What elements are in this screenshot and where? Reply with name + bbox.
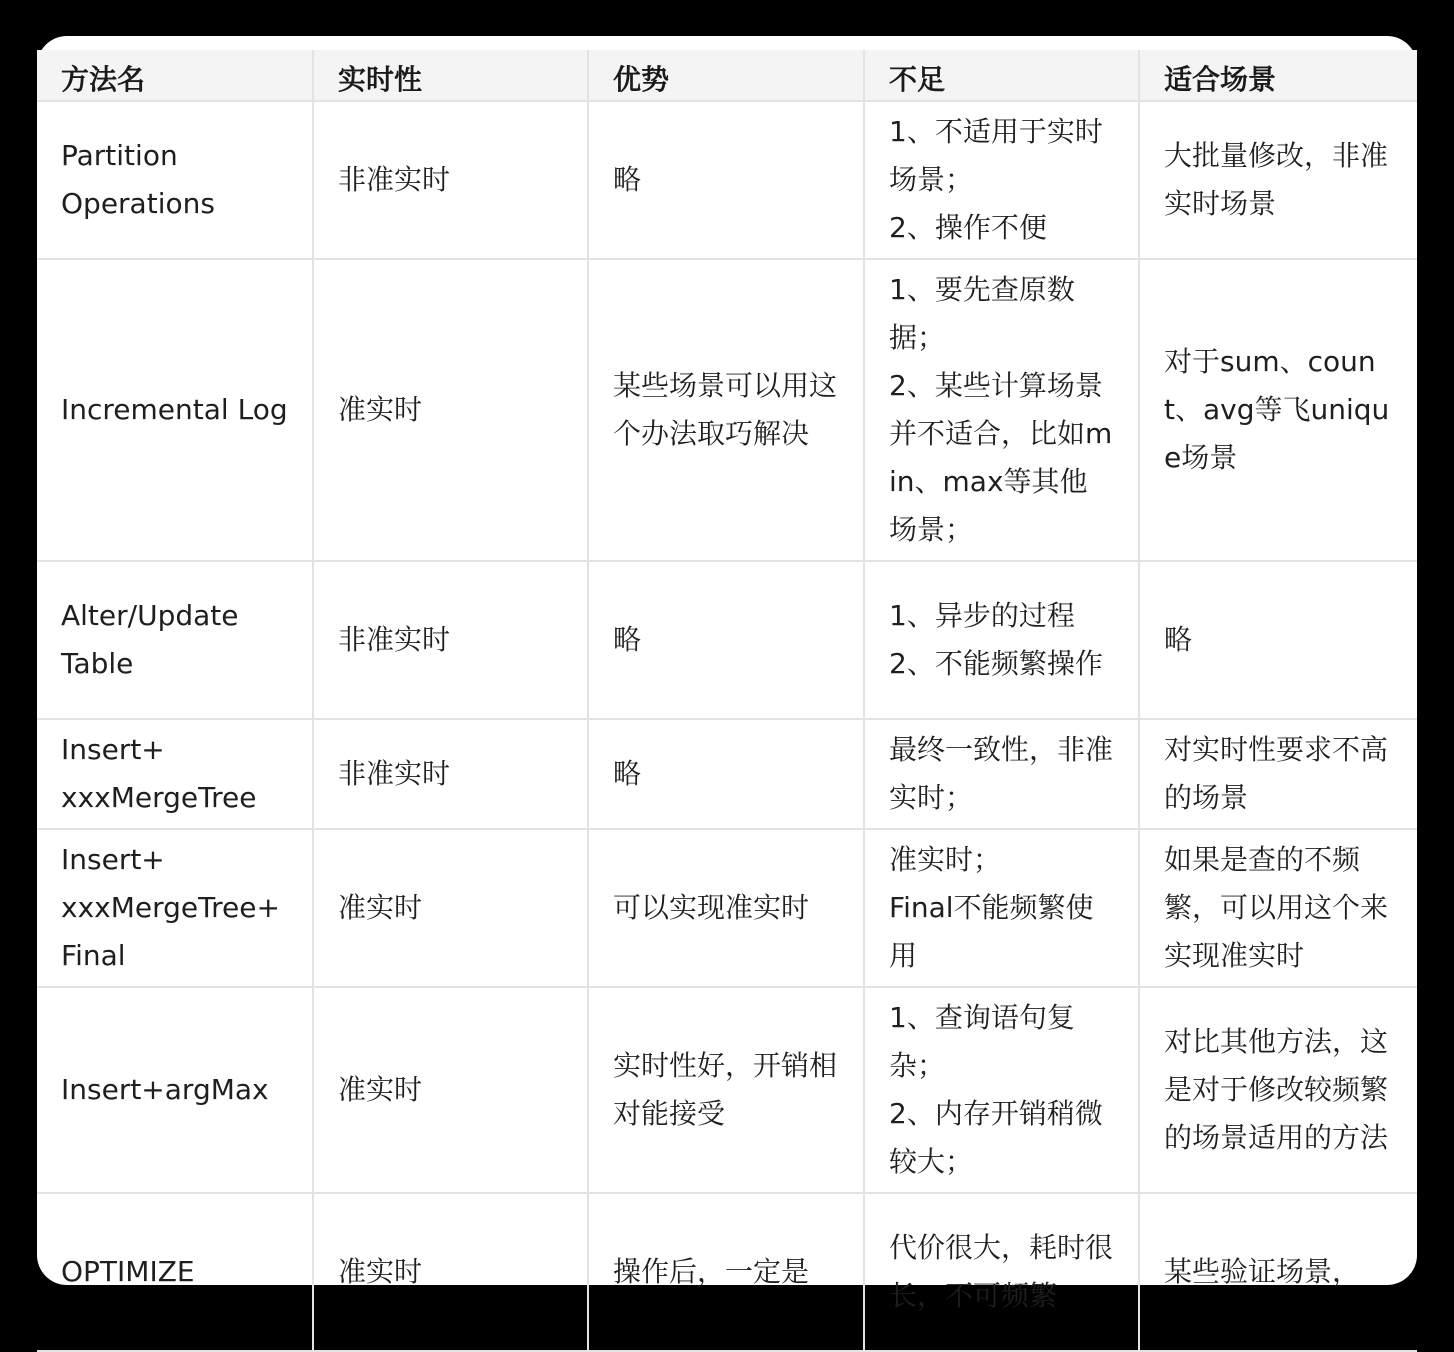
cell-text: 对于sum、count、avg等飞unique场景	[1164, 345, 1390, 474]
cell-shortcoming	[864, 829, 1139, 987]
cell-text: 1、不适用于实时场景； 2、操作不便	[889, 115, 1103, 244]
cell-shortcoming	[864, 561, 1139, 719]
cell-realtime	[313, 101, 588, 259]
header-shortcoming: 不足	[864, 50, 1139, 101]
cell-advantage	[588, 259, 864, 561]
cell-realtime	[313, 1193, 588, 1351]
cell-text: 1、要先查原数据； 2、某些计算场景并不适合，比如min、max等其他场景；	[889, 273, 1113, 546]
cell-realtime	[313, 987, 588, 1193]
header-suitable-scenario: 适合场景	[1139, 50, 1417, 101]
cell-text: 略	[613, 757, 642, 790]
cell-text: 非准实时	[338, 163, 451, 196]
cell-text: 对实时性要求不高的场景	[1164, 733, 1389, 814]
cell-suitable-scenario	[1139, 259, 1417, 561]
cell-realtime	[313, 719, 588, 829]
cell-text: 某些场景可以用这个办法取巧解决	[613, 369, 838, 450]
cell-method-name	[37, 101, 313, 259]
table-window	[37, 36, 1417, 1312]
cell-text: 对比其他方法，这是对于修改较频繁的场景适用的方法	[1164, 1025, 1389, 1154]
table-row	[37, 1193, 1417, 1351]
cell-advantage	[588, 561, 864, 719]
cell-text: 准实时； Final不能频繁使用	[889, 843, 1094, 972]
cell-method-name	[37, 829, 313, 987]
cell-shortcoming	[864, 987, 1139, 1193]
table-row	[37, 259, 1417, 561]
cell-text: 非准实时	[338, 623, 451, 656]
cell-text: 准实时	[338, 393, 423, 426]
cell-shortcoming	[864, 719, 1139, 829]
cell-method-name	[37, 987, 313, 1193]
cell-suitable-scenario	[1139, 561, 1417, 719]
cell-shortcoming	[864, 1193, 1139, 1351]
cell-text: 非准实时	[338, 757, 451, 790]
cell-text: 准实时	[338, 891, 423, 924]
cell-text: 某些验证场景，	[1164, 1255, 1361, 1288]
cell-text: 代价很大，耗时很长，不可频繁	[889, 1231, 1114, 1312]
cell-text: Alter/Update Table	[61, 599, 239, 680]
cell-advantage	[588, 719, 864, 829]
cell-text: Insert+argMax	[61, 1073, 269, 1106]
cell-shortcoming	[864, 101, 1139, 259]
cell-method-name	[37, 259, 313, 561]
cell-text: 略	[1164, 623, 1193, 656]
table-header-row	[37, 50, 1417, 101]
cell-text: Incremental Log	[61, 393, 288, 426]
cell-text: 最终一致性，非准实时；	[889, 733, 1114, 814]
cell-advantage	[588, 101, 864, 259]
cell-text: 1、查询语句复杂； 2、内存开销稍微较大；	[889, 1001, 1103, 1178]
table-row	[37, 101, 1417, 259]
cell-realtime	[313, 259, 588, 561]
cell-text: 略	[613, 163, 642, 196]
cell-text: 操作后，一定是	[613, 1255, 810, 1288]
cell-text: OPTIMIZE	[61, 1255, 195, 1288]
cell-shortcoming	[864, 259, 1139, 561]
cell-text: 准实时	[338, 1073, 423, 1106]
cell-realtime	[313, 829, 588, 987]
cell-text: Insert+ xxxMergeTree	[61, 733, 257, 814]
cell-method-name	[37, 561, 313, 719]
cell-suitable-scenario	[1139, 987, 1417, 1193]
cell-text: 1、异步的过程 2、不能频繁操作	[889, 599, 1103, 680]
cell-text: 实时性好，开销相对能接受	[613, 1049, 838, 1130]
cell-text: Insert+ xxxMergeTree+Final	[61, 843, 280, 972]
cell-advantage	[588, 829, 864, 987]
table-row	[37, 829, 1417, 987]
cell-suitable-scenario	[1139, 719, 1417, 829]
cell-realtime	[313, 561, 588, 719]
table-row	[37, 561, 1417, 719]
cell-advantage	[588, 987, 864, 1193]
cell-text: 如果是查的不频繁，可以用这个来实现准实时	[1164, 843, 1389, 972]
cell-text: 略	[613, 623, 642, 656]
table-row	[37, 719, 1417, 829]
table-viewport	[37, 50, 1417, 1312]
cell-suitable-scenario	[1139, 1193, 1417, 1351]
cell-method-name	[37, 1193, 313, 1351]
cell-method-name	[37, 719, 313, 829]
header-realtime: 实时性	[313, 50, 588, 101]
cell-text: Partition Operations	[61, 139, 215, 220]
cell-suitable-scenario	[1139, 829, 1417, 987]
cell-text: 准实时	[338, 1255, 423, 1288]
cell-advantage	[588, 1193, 864, 1351]
cell-text: 可以实现准实时	[613, 891, 810, 924]
comparison-table	[37, 50, 1417, 1352]
cell-suitable-scenario	[1139, 101, 1417, 259]
header-advantage: 优势	[588, 50, 864, 101]
cell-text: 大批量修改，非准实时场景	[1164, 139, 1389, 220]
table-row	[37, 987, 1417, 1193]
header-method-name: 方法名	[37, 50, 313, 101]
